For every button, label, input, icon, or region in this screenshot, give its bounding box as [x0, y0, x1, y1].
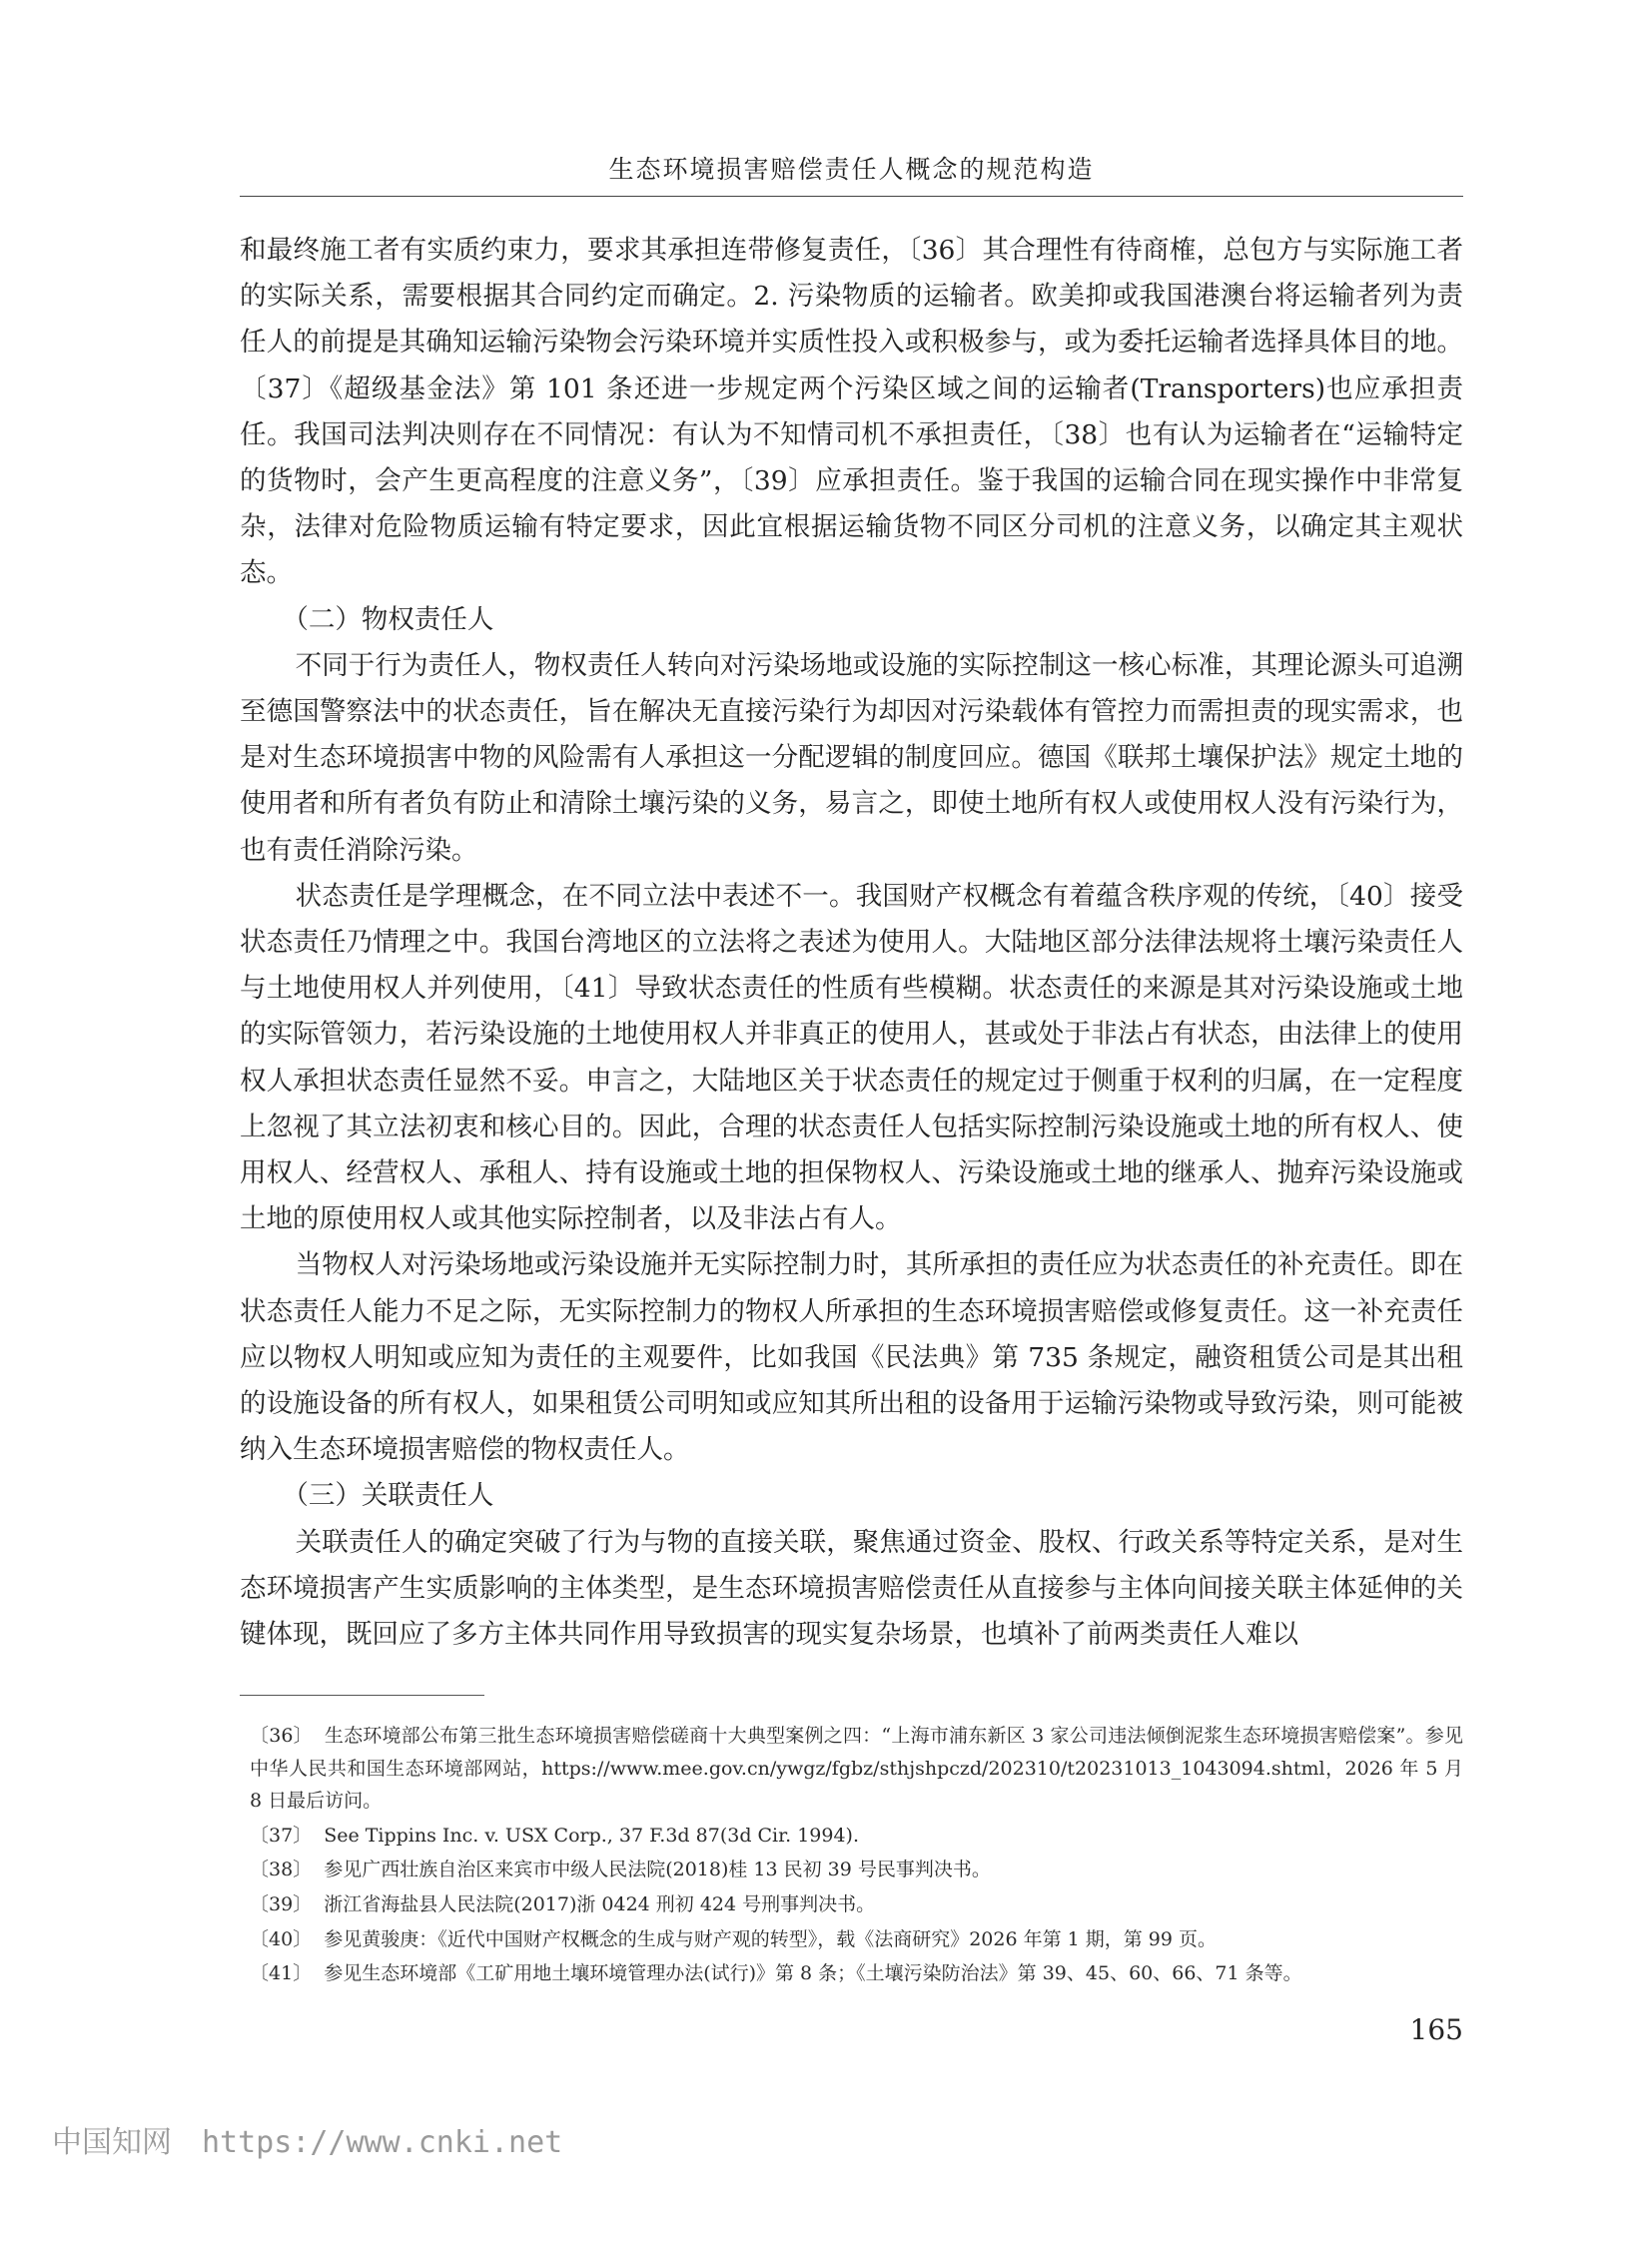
body-paragraph: 当物权人对污染场地或污染设施并无实际控制力时，其所承担的责任应为状态责任的补充责任。即在状态责任人能力不足之际，无实际控制力的物权人所承担的生态环境损害赔偿或修复责任。这一补充责任应以物权人明知或应知为责任的主观要件，比如我国《民法典》第 735 条规定，融资租赁公司是其出租的设施设备的所有权人，如果租赁公司明知或应知其所出租的设备用于运输污染物或导致污染，则可能被纳入生态环境损害赔偿的物权责任人。 [240, 1249, 1463, 1466]
section-heading: （三）关联责任人 [282, 1480, 494, 1512]
footnote-number: 〔41〕 [250, 1962, 313, 1985]
footnote-38 [240, 1854, 1463, 1886]
footnote-text: 参见黄骏庚：《近代中国财产权概念的生成与财产观的转型》，载《法商研究》2026 年第 1 期，第 99 页。 [324, 1927, 1218, 1950]
main-body [240, 228, 1463, 1658]
footnote-number: 〔37〕 [250, 1824, 313, 1847]
body-paragraph: 状态责任是学理概念，在不同立法中表述不一。我国财产权概念有着蕴含秩序观的传统，〔40〕接受状态责任乃情理之中。我国台湾地区的立法将之表述为使用人。大陆地区部分法律法规将土壤污染责任人与土地使用权人并列使用，〔41〕导致状态责任的性质有些模糊。状态责任的来源是其对污染设施或土地的实际管领力，若污染设施的土地使用权人并非真正的使用人，甚或处于非法占有状态，由法律上的使用权人承担状态责任显然不妥。申言之，大陆地区关于状态责任的规定过于侧重于权利的归属，在一定程度上忽视了其立法初衷和核心目的。因此，合理的状态责任人包括实际控制污染设施或土地的所有权人、使用权人、经营权人、承租人、持有设施或土地的担保物权人、污染设施或土地的继承人、抛弃污染设施或土地的原使用权人或其他实际控制者，以及非法占有人。 [240, 880, 1463, 1235]
footnote-36 [240, 1720, 1463, 1818]
footnote-number: 〔40〕 [250, 1927, 313, 1950]
body-paragraph: 关联责任人的确定突破了行为与物的直接关联，聚焦通过资金、股权、行政关系等特定关系，是对生态环境损害产生实质影响的主体类型，是生态环境损害赔偿责任从直接参与主体向间接关联主体延伸的关键体现，既回应了多方主体共同作用导致损害的现实复杂场景，也填补了前两类责任人难以 [240, 1526, 1463, 1651]
header-divider [240, 196, 1463, 197]
footnote-39 [240, 1888, 1463, 1921]
watermark-url: https://www.cnki.net [202, 2125, 563, 2160]
page-number: 165 [1409, 2013, 1463, 2046]
footnote-40 [240, 1923, 1463, 1956]
footnote-number: 〔38〕 [250, 1859, 313, 1881]
section-heading: （二）物权责任人 [282, 603, 494, 635]
footnote-text: 参见广西壮族自治区来宾市中级人民法院(2018)桂 13 民初 39 号民事判决书。 [324, 1859, 991, 1881]
footnote-41 [240, 1957, 1463, 1990]
footnote-number: 〔39〕 [250, 1892, 313, 1915]
body-paragraph: 和最终施工者有实质约束力，要求其承担连带修复责任，〔36〕其合理性有待商榷，总包方与实际施工者的实际关系，需要根据其合同约定而确定。2. 污染物质的运输者。欧美抑或我国港澳台将运输者列为责任人的前提是其确知运输污染物会污染环境并实质性投入或积极参与，或为委托运输者选择具体目的地。〔37〕《超级基金法》第 101 条还进一步规定两个污染区域之间的运输者(Transporters)也应承担责任。我国司法判决则存在不同情况：有认为不知情司机不承担责任，〔38〕也有认为运输者在“运输特定的货物时，会产生更高程度的注意义务”，〔39〕应承担责任。鉴于我国的运输合同在现实操作中非常复杂，法律对危险物质运输有特定要求，因此宜根据运输货物不同区分司机的注意义务，以确定其主观状态。 [240, 235, 1463, 589]
watermark [52, 2117, 562, 2161]
footnote-number: 〔36〕 [250, 1725, 313, 1747]
footnotes [240, 1720, 1463, 1992]
footnote-text: 浙江省海盐县人民法院(2017)浙 0424 刑初 424 号刑事判决书。 [324, 1892, 876, 1915]
body-paragraph: 不同于行为责任人，物权责任人转向对污染场地或设施的实际控制这一核心标准，其理论源头可追溯至德国警察法中的状态责任，旨在解决无直接污染行为却因对污染载体有管控力而需担责的现实需求，也是对生态环境损害中物的风险需有人承担这一分配逻辑的制度回应。德国《联邦土壤保护法》规定土地的使用者和所有者负有防止和清除土壤污染的义务，易言之，即使土地所有权人或使用权人没有污染行为，也有责任消除污染。 [240, 649, 1463, 866]
footnote-37 [240, 1820, 1463, 1853]
watermark-brand: 中国知网 [52, 2125, 172, 2160]
footnote-divider [240, 1695, 484, 1696]
footnote-text: See Tippins Inc. v. USX Corp., 37 F.3d 87(3d Cir. 1994). [324, 1824, 860, 1847]
running-header: 生态环境损害赔偿责任人概念的规范构造 [608, 155, 1095, 184]
footnote-text: 参见生态环境部《工矿用地土壤环境管理办法(试行)》第 8 条；《土壤污染防治法》第 39、45、60、66、71 条等。 [324, 1962, 1302, 1985]
footnote-text: 生态环境部公布第三批生态环境损害赔偿磋商十大典型案例之四：“上海市浦东新区 3 家公司违法倾倒泥浆生态环境损害赔偿案”。参见中华人民共和国生态环境部网站，https://www.mee.gov.cn/ywgz/fgbz/sthjshpczd/202310/t20231013_1043094.shtml，2026 年 5 月 8 日最后访问。 [250, 1725, 1463, 1813]
